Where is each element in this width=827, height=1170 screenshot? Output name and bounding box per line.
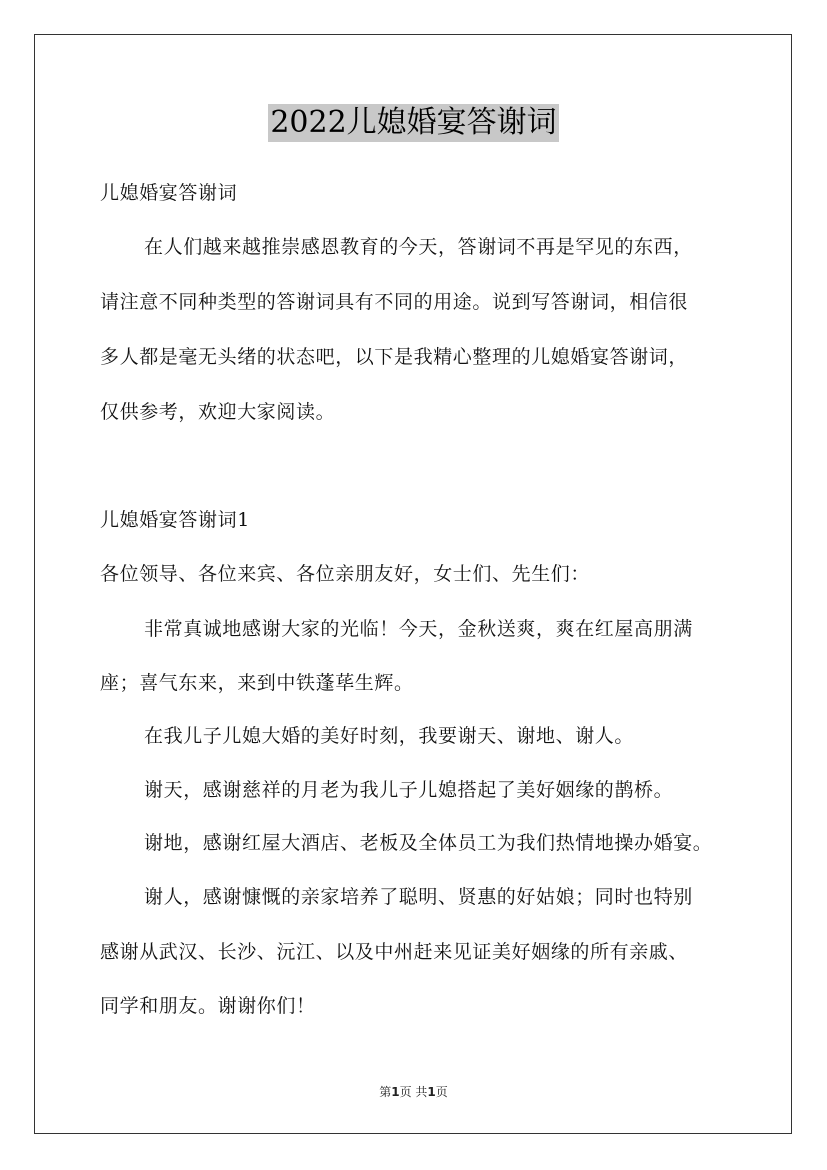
page-footer bbox=[0, 1084, 827, 1100]
document-subtitle: 儿媳婚宴答谢词 bbox=[100, 182, 238, 204]
body-line-8: 同学和朋友。谢谢你们！ bbox=[100, 995, 316, 1017]
intro-line-4: 仅供参考，欢迎大家阅读。 bbox=[100, 401, 336, 423]
body-line-1: 非常真诚地感谢大家的光临！今天，金秋送爽，爽在红屋高朋满 bbox=[144, 618, 693, 640]
greeting-line: 各位领导、各位来宾、各位亲朋友好，女士们、先生们： bbox=[100, 563, 591, 585]
body-line-6: 谢人，感谢慷慨的亲家培养了聪明、贤惠的好姑娘；同时也特别 bbox=[144, 886, 693, 908]
body-line-2: 座；喜气东来，来到中铁蓬荜生辉。 bbox=[100, 672, 414, 694]
intro-line-3: 多人都是毫无头绪的状态吧，以下是我精心整理的儿媳婚宴答谢词， bbox=[100, 346, 689, 368]
body-line-4: 谢天，感谢慈祥的月老为我儿子儿媳搭起了美好姻缘的鹊桥。 bbox=[144, 779, 674, 801]
page-current: 1 bbox=[391, 1085, 400, 1099]
body-line-5: 谢地，感谢红屋大酒店、老板及全体员工为我们热情地操办婚宴。 bbox=[144, 832, 713, 854]
page-suffix: 页 bbox=[435, 1085, 448, 1099]
page-total: 1 bbox=[427, 1085, 436, 1099]
intro-line-2: 请注意不同种类型的答谢词具有不同的用途。说到写答谢词，相信很 bbox=[100, 291, 689, 313]
body-line-3: 在我儿子儿媳大婚的美好时刻，我要谢天、谢地、谢人。 bbox=[144, 725, 635, 747]
document-title: 2022儿媳婚宴答谢词 bbox=[270, 105, 557, 140]
body-line-7: 感谢从武汉、长沙、沅江、以及中州赶来见证美好姻缘的所有亲戚、 bbox=[100, 941, 689, 963]
title-container bbox=[0, 104, 827, 142]
page-prefix: 第 bbox=[379, 1085, 392, 1099]
section-heading: 儿媳婚宴答谢词1 bbox=[100, 509, 250, 531]
intro-line-1: 在人们越来越推崇感恩教育的今天，答谢词不再是罕见的东西， bbox=[144, 236, 693, 258]
page-mid: 页 共 bbox=[399, 1085, 428, 1099]
